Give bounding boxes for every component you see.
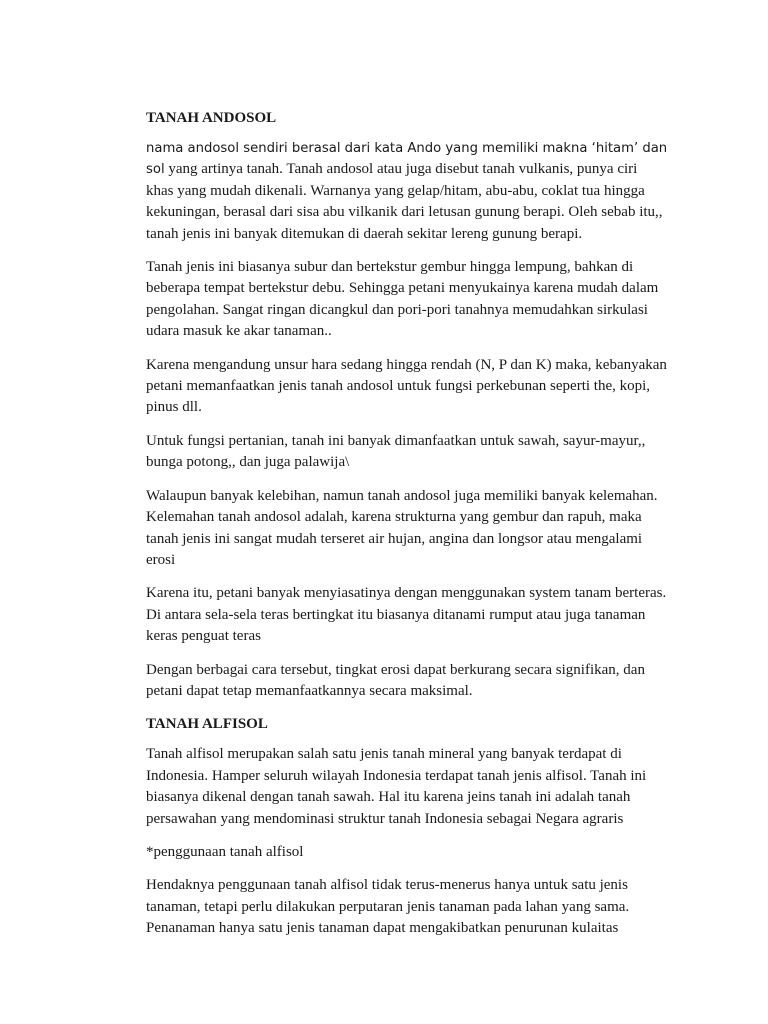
section-title-alfisol: TANAH ALFISOL: [146, 716, 268, 733]
paragraph-rest: yang artinya tanah. Tanah andosol atau juga disebut tanah vulkanis, punya ciri khas yang mudah dikenali. Warnanya yang gelap/hitam, abu-abu, coklat tua hingga kekuningan, berasal dari sisa abu vilkanik dari letusan gunung berapi. Oleh sebab itu,, tanah jenis ini banyak ditemukan di daerah sekitar lereng gunung berapi.: [146, 161, 663, 242]
paragraph-andosol-2: Tanah jenis ini biasanya subur dan bertekstur gembur hingga lempung, bahkan di beberapa tempat bertekstur debu. Sehingga petani menyukainya karena mudah dalam pengolahan. Sangat ringan dicangkul dan pori-pori tanahnya memudahkan sirkulasi udara masuk ke akar tanaman..: [146, 259, 659, 340]
paragraph-andosol-5: Walaupun banyak kelebihan, namun tanah andosol juga memiliki banyak kelemahan. Kelemahan tanah andosol adalah, karena strukturna yang gembur dan rapuh, maka tanah jenis ini sangat mudah terseret air hujan, angina dan longsor atau mengalami erosi: [146, 487, 658, 568]
paragraph-andosol-7: Dengan berbagai cara tersebut, tingkat erosi dapat berkurang secara signifikan, dan petani dapat tetap memanfaatkannya secara maksimal.: [146, 661, 645, 699]
paragraph-alfisol-1: Tanah alfisol merupakan salah satu jenis tanah mineral yang banyak terdapat di Indonesia. Hamper seluruh wilayah Indonesia terdapat tanah jenis alfisol. Tanah ini biasanya dikenal dengan tanah sawah. Hal itu karena jeins tanah ini adalah tanah persawahan yang mendominasi struktur tanah Indonesia sebagai Negara agraris: [146, 746, 647, 827]
section-title-andosol: TANAH ANDOSOL: [146, 110, 277, 126]
paragraph-first-line: nama andosol sendiri berasal dari kata Ando yang memiliki makna ‘hitam’ dan sol: [146, 141, 668, 178]
paragraph-andosol-3: Karena mengandung unsur hara sedang hingga rendah (N, P dan K) maka, kebanyakan petani memanfaatkan jenis tanah andosol untuk fungsi perkebunan seperti the, kopi, pinus dll.: [146, 356, 667, 416]
paragraph-alfisol-2: *penggunaan tanah alfisol: [146, 843, 304, 860]
paragraph-andosol-4: Untuk fungsi pertanian, tanah ini banyak dimanfaatkan untuk sawah, sayur-mayur,, bunga potong,, dan juga palawija\: [146, 432, 646, 471]
paragraph-andosol-6: Karena itu, petani banyak menyiasatinya dengan menggunakan system tanam berteras. Di antara sela-sela teras bertingkat itu biasanya ditanami rumput atau juga tanaman keras penguat teras: [146, 585, 667, 645]
paragraph-andosol-1: [146, 138, 668, 245]
paragraph-alfisol-3: Hendaknya penggunaan tanah alfisol tidak terus-menerus hanya untuk satu jenis tanaman, tetapi perlu dilakukan perputaran jenis tanaman pada lahan yang sama. Penanaman hanya satu jenis tanaman dapat mengakibatkan penurunan kulaitas: [146, 877, 630, 937]
